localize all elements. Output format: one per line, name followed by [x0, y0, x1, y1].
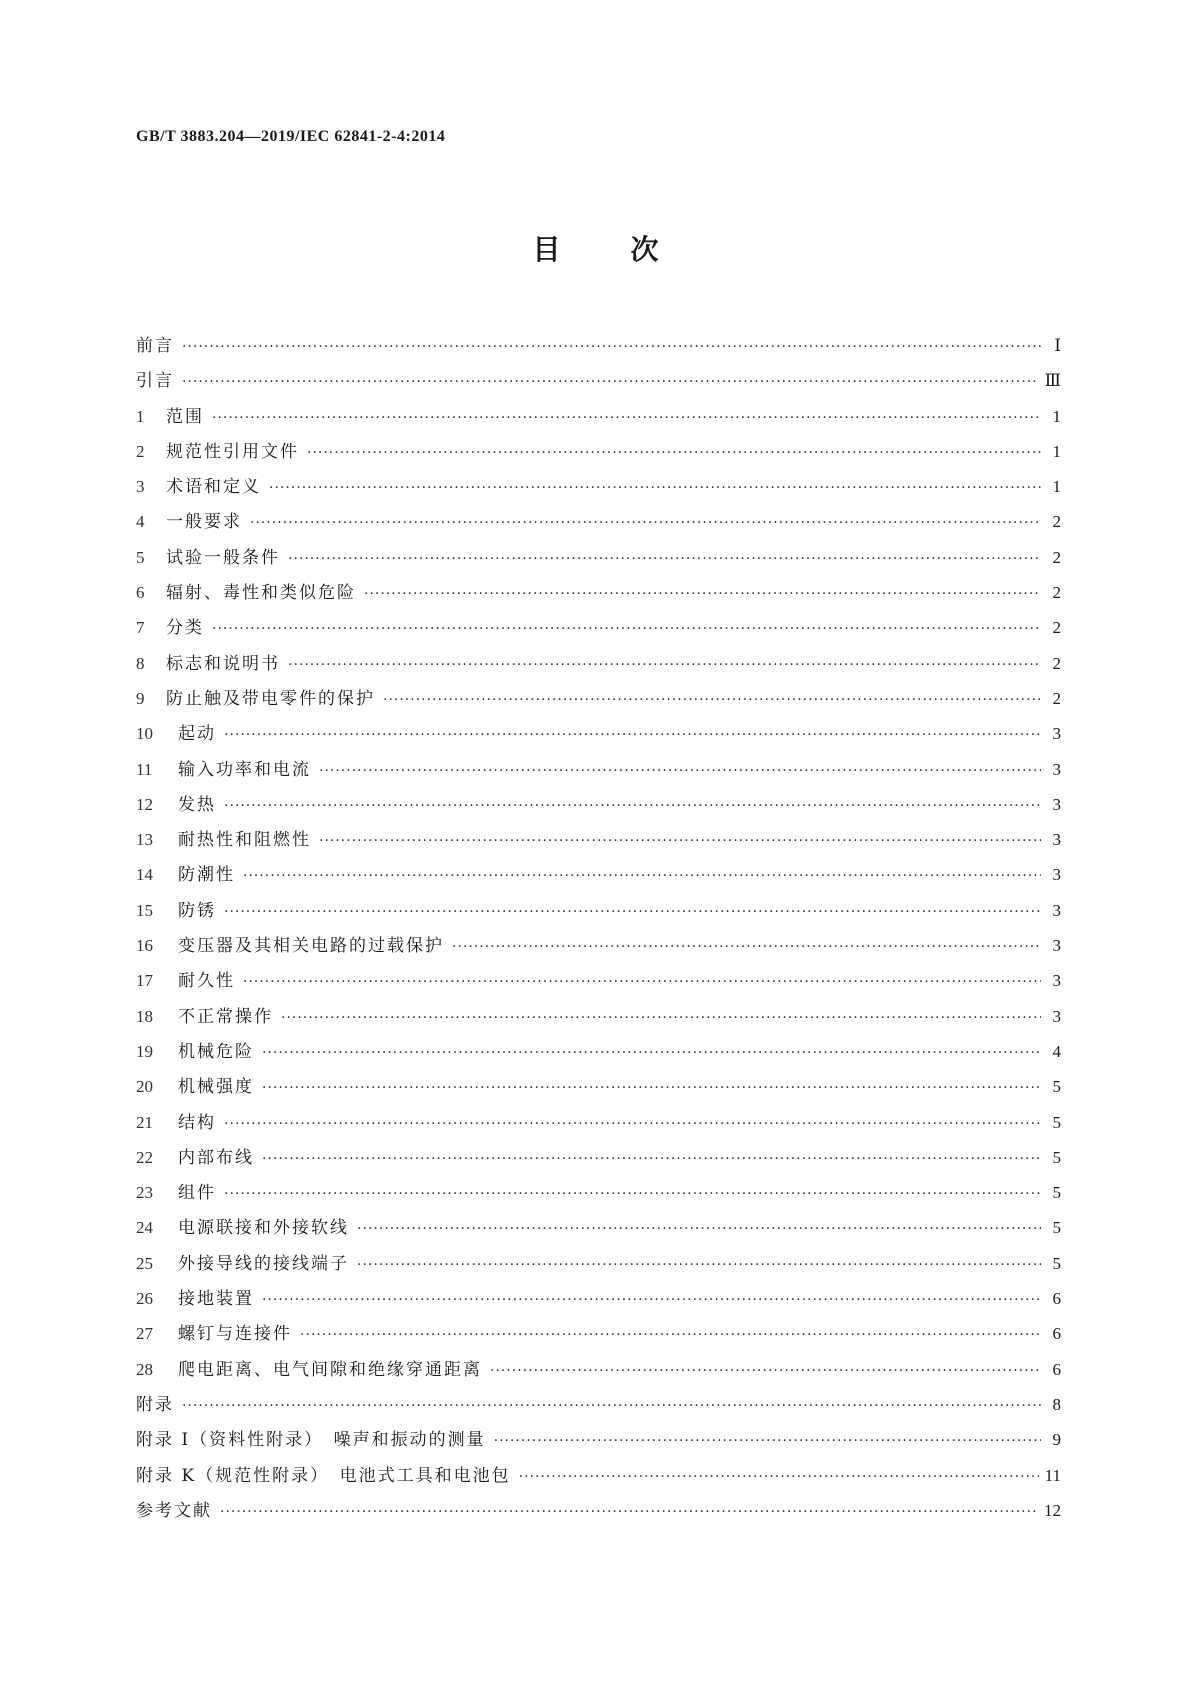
toc-entry-page: 11 — [1044, 1465, 1061, 1485]
toc-entry-page: 6 — [1052, 1289, 1061, 1309]
toc-dot-leader — [182, 365, 1039, 400]
toc-entry-number: 12 — [136, 794, 153, 814]
toc-entry[interactable] — [136, 1387, 1061, 1422]
toc-dot-leader — [262, 1036, 1041, 1071]
toc-entry-label: 机械危险 — [178, 1041, 254, 1062]
toc-entry[interactable] — [136, 999, 1061, 1034]
toc-dot-leader — [224, 1177, 1041, 1212]
toc-entry[interactable] — [136, 787, 1061, 822]
toc-entry-page: 6 — [1052, 1359, 1061, 1379]
toc-entry[interactable] — [136, 857, 1061, 892]
toc-entry-number: 13 — [136, 830, 153, 850]
toc-entry-page: 8 — [1052, 1394, 1061, 1414]
toc-entry-label: 参考文献 — [136, 1500, 212, 1521]
toc-entry-page: 3 — [1052, 794, 1061, 814]
toc-entry-label: 一般要求 — [166, 512, 242, 533]
toc-entry-label: 试验一般条件 — [166, 547, 280, 568]
toc-entry-label: 引言 — [136, 371, 174, 392]
toc-dot-leader — [250, 506, 1041, 541]
toc-entry-page: 5 — [1052, 1077, 1061, 1097]
toc-entry-label: 结构 — [178, 1112, 216, 1133]
toc-entry[interactable] — [136, 1458, 1061, 1493]
toc-dot-leader — [319, 824, 1041, 859]
toc-entry[interactable] — [136, 575, 1061, 610]
toc-entry-number: 16 — [136, 936, 153, 956]
toc-entry-label: 不正常操作 — [178, 1006, 273, 1027]
toc-dot-leader — [364, 577, 1041, 612]
toc-entry-page: 3 — [1052, 865, 1061, 885]
toc-dot-leader — [357, 1212, 1041, 1247]
toc-dot-leader — [300, 1318, 1041, 1353]
toc-entry[interactable] — [136, 399, 1061, 434]
toc-entry[interactable] — [136, 540, 1061, 575]
toc-entry-page: 2 — [1052, 653, 1061, 673]
toc-entry-page: 1 — [1052, 406, 1061, 426]
toc-dot-leader — [288, 648, 1041, 683]
toc-entry-label: 变压器及其相关电路的过载保护 — [178, 936, 444, 957]
toc-entry-label: 输入功率和电流 — [178, 759, 311, 780]
toc-entry-page: 2 — [1052, 583, 1061, 603]
toc-entry-page: 3 — [1052, 900, 1061, 920]
toc-dot-leader — [182, 1389, 1041, 1424]
toc-entry-number: 15 — [136, 900, 153, 920]
toc-entry-page: 12 — [1044, 1500, 1061, 1520]
toc-entry-label: 辐射、毒性和类似危险 — [166, 583, 356, 604]
toc-entry[interactable] — [136, 1493, 1061, 1528]
toc-entry-number: 2 — [136, 441, 145, 461]
toc-entry-page: 3 — [1052, 830, 1061, 850]
toc-dot-leader — [288, 542, 1041, 577]
toc-entry-label: 内部布线 — [178, 1147, 254, 1168]
toc-entry-label: 规范性引用文件 — [166, 441, 299, 462]
toc-entry-number: 23 — [136, 1183, 153, 1203]
toc-entry-page: 1 — [1052, 477, 1061, 497]
toc-entry-number: 27 — [136, 1324, 153, 1344]
toc-entry-page: 5 — [1052, 1147, 1061, 1167]
toc-entry-label: 爬电距离、电气间隙和绝缘穿通距离 — [178, 1359, 482, 1380]
toc-dot-leader — [262, 1283, 1041, 1318]
toc-entry-number: 5 — [136, 547, 145, 567]
toc-entry-number: 17 — [136, 971, 153, 991]
toc-entry-page: 5 — [1052, 1183, 1061, 1203]
toc-entry-label: 接地装置 — [178, 1289, 254, 1310]
toc-entry-label: 外接导线的接线端子 — [178, 1253, 349, 1274]
toc-entry-page: 5 — [1052, 1112, 1061, 1132]
toc-entry-page: 3 — [1052, 971, 1061, 991]
toc-entry-number: 24 — [136, 1218, 153, 1238]
toc-dot-leader — [490, 1354, 1041, 1389]
toc-entry-number: 9 — [136, 688, 145, 708]
toc-entry[interactable] — [136, 1210, 1061, 1245]
toc-entry-label: 发热 — [178, 794, 216, 815]
toc-entry[interactable] — [136, 1105, 1061, 1140]
toc-entry-number: 26 — [136, 1289, 153, 1309]
toc-entry-number: 8 — [136, 653, 145, 673]
toc-dot-leader — [494, 1424, 1041, 1459]
toc-entry-page: 9 — [1052, 1430, 1061, 1450]
toc-dot-leader — [281, 1001, 1041, 1036]
toc-entry-label: 组件 — [178, 1183, 216, 1204]
toc-entry-label: 起动 — [178, 724, 216, 745]
toc-entry-label: 范围 — [166, 406, 204, 427]
toc-dot-leader — [224, 895, 1041, 930]
toc-entry-page: 6 — [1052, 1324, 1061, 1344]
toc-entry-label: 附录 K（规范性附录） 电池式工具和电池包 — [136, 1465, 511, 1486]
toc-dot-leader — [224, 718, 1041, 753]
toc-entry-label: 附录 I（资料性附录） 噪声和振动的测量 — [136, 1430, 486, 1451]
toc-entry-page: 2 — [1052, 688, 1061, 708]
toc-entry[interactable] — [136, 1281, 1061, 1316]
toc-entry[interactable] — [136, 1246, 1061, 1281]
toc-dot-leader — [452, 930, 1041, 965]
toc-dot-leader — [243, 859, 1041, 894]
toc-entry[interactable] — [136, 681, 1061, 716]
toc-entry-page: 2 — [1052, 512, 1061, 532]
toc-entry-label: 防潮性 — [178, 865, 235, 886]
toc-dot-leader — [212, 612, 1041, 647]
toc-entry-number: 14 — [136, 865, 153, 885]
toc-entry[interactable] — [136, 646, 1061, 681]
toc-entry-label: 耐久性 — [178, 971, 235, 992]
document-code: GB/T 3883.204—2019/IEC 62841-2-4:2014 — [136, 128, 446, 145]
table-of-contents — [136, 328, 1061, 1528]
toc-entry-page: 3 — [1052, 1006, 1061, 1026]
toc-entry-label: 耐热性和阻燃性 — [178, 830, 311, 851]
toc-entry[interactable] — [136, 504, 1061, 539]
toc-entry-page: 1 — [1052, 441, 1061, 461]
toc-entry-number: 18 — [136, 1006, 153, 1026]
toc-entry-number: 28 — [136, 1359, 153, 1379]
toc-entry[interactable] — [136, 1069, 1061, 1104]
toc-entry[interactable] — [136, 328, 1061, 363]
toc-entry-page: 3 — [1052, 936, 1061, 956]
toc-entry-number: 22 — [136, 1147, 153, 1167]
toc-dot-leader — [182, 330, 1041, 365]
toc-entry-number: 20 — [136, 1077, 153, 1097]
toc-entry[interactable] — [136, 963, 1061, 998]
toc-dot-leader — [357, 1248, 1041, 1283]
toc-entry-number: 19 — [136, 1041, 153, 1061]
toc-title: 目次 — [532, 233, 729, 266]
toc-entry-number: 3 — [136, 477, 145, 497]
toc-dot-leader — [269, 471, 1041, 506]
toc-entry[interactable] — [136, 1316, 1061, 1351]
toc-entry-label: 标志和说明书 — [166, 653, 280, 674]
toc-entry[interactable] — [136, 469, 1061, 504]
toc-entry[interactable] — [136, 893, 1061, 928]
toc-entry-page: 3 — [1052, 759, 1061, 779]
toc-entry[interactable] — [136, 434, 1061, 469]
toc-entry[interactable] — [136, 1352, 1061, 1387]
toc-entry[interactable] — [136, 1175, 1061, 1210]
toc-dot-leader — [212, 401, 1041, 436]
toc-entry[interactable] — [136, 1034, 1061, 1069]
toc-entry-number: 21 — [136, 1112, 153, 1132]
toc-entry-number: 6 — [136, 583, 145, 603]
toc-entry-label: 附录 — [136, 1394, 174, 1415]
toc-dot-leader — [519, 1460, 1039, 1495]
toc-entry-label: 防锈 — [178, 900, 216, 921]
toc-entry-page: 5 — [1052, 1218, 1061, 1238]
toc-dot-leader — [262, 1071, 1041, 1106]
toc-entry-number: 25 — [136, 1253, 153, 1273]
toc-dot-leader — [262, 1142, 1041, 1177]
toc-entry-label: 螺钉与连接件 — [178, 1324, 292, 1345]
toc-dot-leader — [220, 1495, 1038, 1530]
toc-entry-number: 4 — [136, 512, 145, 532]
toc-dot-leader — [307, 436, 1041, 471]
toc-entry-label: 术语和定义 — [166, 477, 261, 498]
toc-entry[interactable] — [136, 363, 1061, 398]
toc-dot-leader — [383, 683, 1041, 718]
toc-entry[interactable] — [136, 716, 1061, 751]
toc-entry-page: Ⅰ — [1054, 336, 1061, 355]
toc-entry-label: 防止触及带电零件的保护 — [166, 688, 375, 709]
toc-entry[interactable] — [136, 752, 1061, 787]
toc-entry-page: 4 — [1052, 1041, 1061, 1061]
toc-entry-number: 1 — [136, 406, 145, 426]
toc-entry-label: 分类 — [166, 618, 204, 639]
toc-entry-label: 机械强度 — [178, 1077, 254, 1098]
toc-entry-label: 前言 — [136, 336, 174, 356]
toc-entry-page: 3 — [1052, 724, 1061, 744]
toc-dot-leader — [243, 965, 1041, 1000]
toc-entry[interactable] — [136, 1140, 1061, 1175]
toc-dot-leader — [224, 789, 1041, 824]
toc-entry[interactable] — [136, 1422, 1061, 1457]
toc-entry[interactable] — [136, 610, 1061, 645]
toc-entry-page: Ⅲ — [1044, 371, 1061, 391]
toc-entry-number: 10 — [136, 724, 153, 744]
toc-entry[interactable] — [136, 928, 1061, 963]
toc-dot-leader — [319, 754, 1041, 789]
toc-entry-page: 2 — [1052, 618, 1061, 638]
toc-entry-number: 7 — [136, 618, 145, 638]
toc-entry-label: 电源联接和外接软线 — [178, 1218, 349, 1239]
toc-entry[interactable] — [136, 822, 1061, 857]
toc-dot-leader — [224, 1107, 1041, 1142]
toc-entry-page: 5 — [1052, 1253, 1061, 1273]
toc-entry-number: 11 — [136, 759, 153, 779]
toc-entry-page: 2 — [1052, 547, 1061, 567]
